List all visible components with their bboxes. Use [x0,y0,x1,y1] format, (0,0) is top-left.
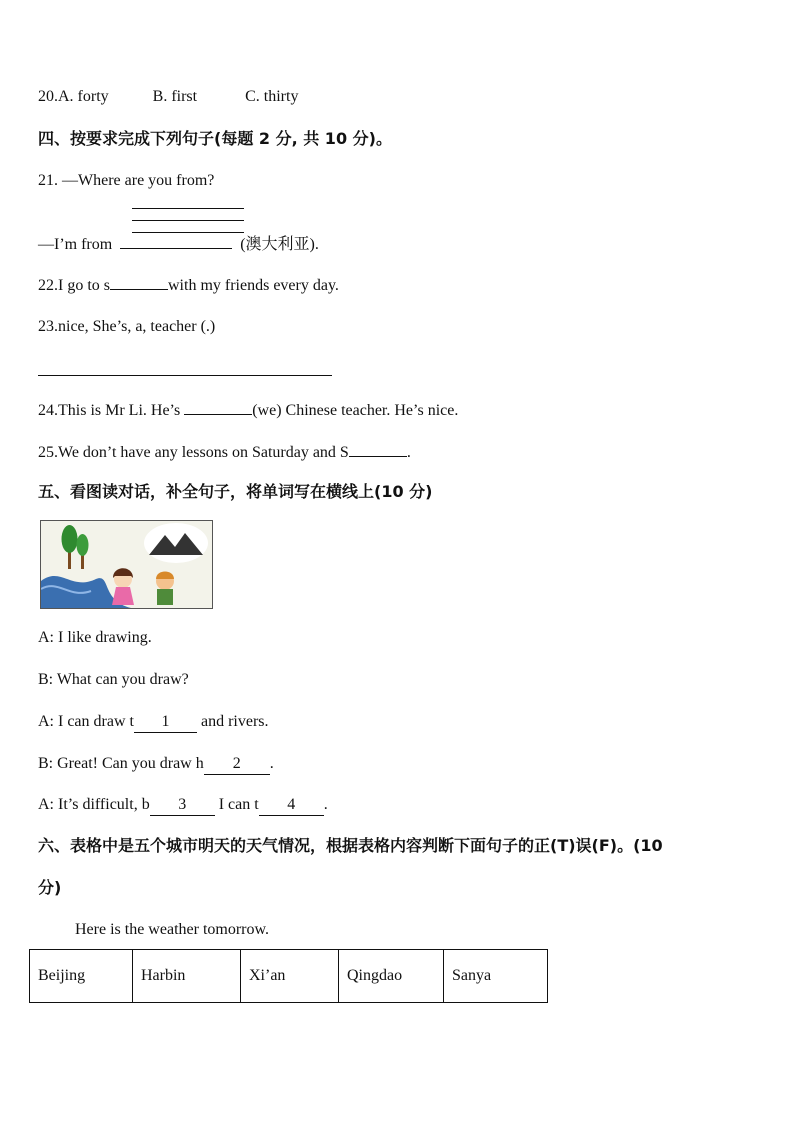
q22-prefix: 22.I go to s [38,277,110,294]
q20-options [38,87,298,107]
q25-blank[interactable] [349,442,407,457]
dialog-blank-4[interactable]: 4 [259,795,324,816]
city-cell-beijing: Beijing [30,950,133,1003]
q21-answer-prefix: —I’m from [38,236,113,253]
dialog-line-4-suffix: . [269,755,274,772]
q24-prefix: 24.This is Mr Li. He’s [38,402,181,419]
section-6-title-line-1: 六、表格中是五个城市明天的天气情况，根据表格内容判断下面句子的正(T)误(F)。(10 [38,836,663,855]
dialog-blank-3[interactable]: 3 [150,795,215,816]
q20-option-b: B. first [152,88,198,105]
q24-suffix: (we) Chinese teacher. He’s nice. [252,402,459,419]
q22-blank[interactable] [110,275,168,290]
q20-number: 20. [38,88,58,105]
dialog-line-3 [38,712,269,733]
q24-blank[interactable] [184,400,252,415]
section-6-title-line-2: 分) [38,878,62,897]
dialog-blank-1[interactable]: 1 [134,712,197,733]
weather-intro: Here is the weather tomorrow. [75,921,269,938]
dialog-line-4-prefix: B: Great! Can you draw h [38,755,204,772]
dialog-line-1: A: I like drawing. [38,629,152,646]
q23: 23.nice, She’s, a, teacher (.) [38,318,216,335]
q25 [38,442,411,463]
dialog-line-5-suffix: . [323,796,328,813]
dialog-line-5 [38,795,328,816]
section-5-title: 五、看图读对话，补全句子，将单词写在横线上(10 分) [38,482,433,501]
q21-answer [38,234,319,255]
dialog-line-4 [38,754,274,775]
q25-prefix: 25.We don’t have any lessons on Saturday and S [38,444,349,461]
landscape-illustration [41,521,212,608]
table-row [30,950,548,1003]
dialog-line-3-prefix: A: I can draw t [38,713,134,730]
dialog-line-5-middle: I can t [218,796,259,813]
dialog-line-3-suffix: and rivers. [200,713,269,730]
q21-blank[interactable] [120,234,232,249]
dialog-line-5-prefix: A: It’s difficult, b [38,796,150,813]
dialog-line-2: B: What can you draw? [38,671,189,688]
section-4-title: 四、按要求完成下列句子(每题 2 分, 共 10 分)。 [38,129,392,148]
q25-suffix: . [406,444,411,461]
city-cell-sanya: Sanya [444,950,548,1003]
city-cell-xian: Xi’an [241,950,339,1003]
q23-answer-line[interactable] [38,375,332,376]
kids-drawing-picture [40,520,213,609]
q24 [38,400,458,421]
q21-question: 21. —Where are you from? [38,172,215,189]
dialog-blank-2[interactable]: 2 [204,754,270,775]
q20-option-a: A. forty [58,88,109,105]
q22 [38,275,339,296]
weather-table [29,949,548,1003]
q20-option-c: C. thirty [245,88,299,105]
q21-hint: (澳大利亚). [240,236,319,253]
city-cell-harbin: Harbin [133,950,241,1003]
city-cell-qingdao: Qingdao [339,950,444,1003]
q22-suffix: with my friends every day. [168,277,339,294]
